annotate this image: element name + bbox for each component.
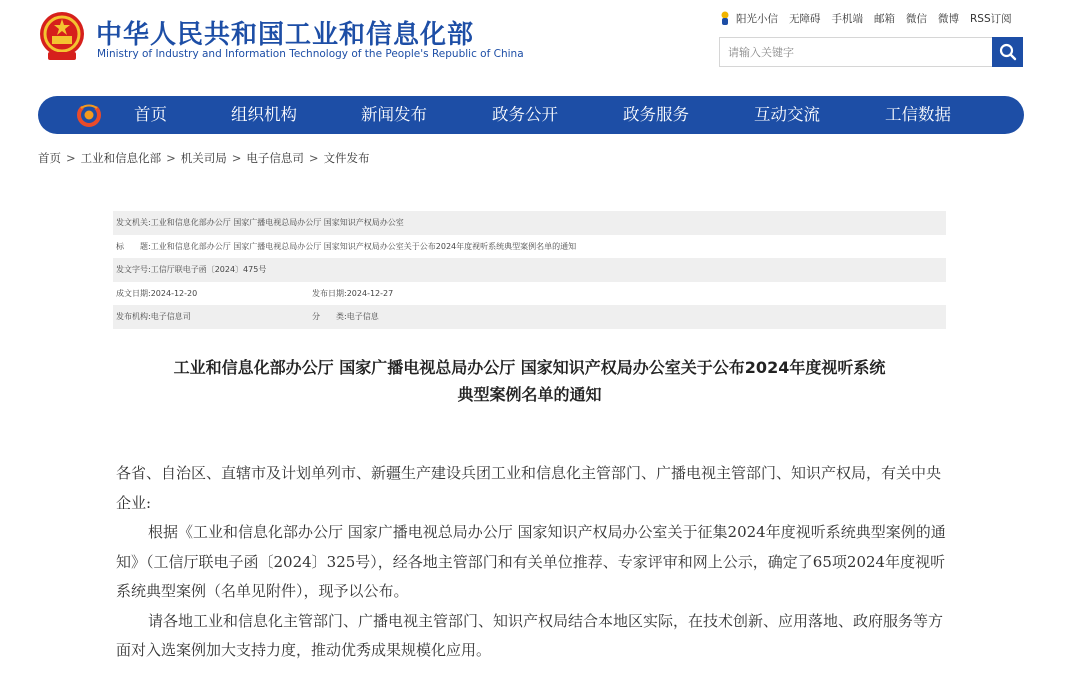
- top-link-sunshine[interactable]: 阳光小信: [736, 12, 778, 25]
- info-value: 工信厅联电子函〔2024〕475号: [150, 265, 267, 275]
- info-label: 发文机关:: [116, 218, 151, 228]
- info-value: 工业和信息化部办公厅 国家广播电视总局办公厅 国家知识产权局办公室: [150, 218, 404, 228]
- top-link-mobile[interactable]: 手机端: [831, 12, 863, 25]
- breadcrumb-separator: >: [66, 151, 76, 165]
- nav-item-home[interactable]: 首页: [134, 105, 167, 124]
- site-header: [0, 0, 1080, 90]
- site-name-en[interactable]: Ministry of Industry and Information Technology of the People's Republic of China: [97, 48, 524, 60]
- breadcrumb-home[interactable]: 首页: [38, 151, 61, 165]
- body-paragraph: 根据《工业和信息化部办公厅 国家广播电视总局办公厅 国家知识产权局办公室关于征集2024年度视听系统典型案例的通知》（工信厅联电子函〔2024〕325号），经各地主管部门和有关单位推荐、专家评审和网上公示，确定了65项2024年度视听系统典型案例（名单见附件），现予以公布。: [116, 523, 946, 600]
- body-paragraph: 各省、自治区、直辖市及计划单列市、新疆生产建设兵团工业和信息化主管部门、广播电视主管部门、知识产权局，有关中央企业:: [116, 464, 942, 512]
- document-title-line: 典型案例名单的通知: [457, 385, 602, 404]
- info-label: 标 题:: [116, 241, 151, 251]
- info-label: 成文日期:: [116, 288, 151, 298]
- info-value: 电子信息: [346, 312, 379, 322]
- info-label: 发文字号:: [116, 265, 151, 275]
- breadcrumb-ministry[interactable]: 工业和信息化部: [80, 151, 162, 165]
- nav-item-interaction[interactable]: 互动交流: [754, 105, 820, 124]
- main-nav: [38, 96, 1024, 134]
- document-info-table: [113, 211, 946, 329]
- top-link-wechat[interactable]: 微信: [906, 12, 927, 25]
- info-published: [312, 288, 393, 299]
- search-icon: [999, 43, 1017, 61]
- info-row-title: [113, 235, 946, 259]
- top-link-weibo[interactable]: 微博: [938, 12, 959, 25]
- breadcrumb-separator: >: [231, 151, 242, 165]
- body-paragraph: 请各地工业和信息化主管部门、广播电视主管部门、知识产权局结合本地区实际，在技术创新、应用落地、政府服务等方面对入选案例加大支持力度，推动优秀成果规模化应用。: [116, 611, 944, 659]
- search-box: [719, 37, 1023, 67]
- info-row-dates: [113, 282, 946, 306]
- info-label: 发布日期:: [312, 288, 347, 298]
- nav-item-data[interactable]: 工信数据: [885, 105, 951, 124]
- info-row-doc-number: [113, 258, 946, 282]
- top-link-rss[interactable]: RSS订阅: [970, 12, 1012, 25]
- breadcrumb-electronics-dept[interactable]: 电子信息司: [246, 151, 304, 165]
- breadcrumb-separator: >: [308, 151, 319, 165]
- nav-item-organization[interactable]: 组织机构: [231, 105, 297, 124]
- info-value: 2024-12-20: [150, 288, 198, 298]
- search-button[interactable]: [992, 37, 1023, 67]
- info-value: 2024-12-27: [346, 288, 394, 298]
- nav-item-news[interactable]: 新闻发布: [361, 105, 427, 124]
- breadcrumb-file-release[interactable]: 文件发布: [323, 151, 370, 165]
- info-label: 发布机构:: [116, 312, 151, 322]
- document-title: [113, 354, 946, 408]
- info-row-issuer: [113, 211, 946, 235]
- info-row-org: [113, 305, 946, 329]
- nav-item-government-affairs[interactable]: 政务公开: [492, 105, 558, 124]
- breadcrumb-departments[interactable]: 机关司局: [180, 151, 227, 165]
- search-input[interactable]: [720, 38, 992, 66]
- breadcrumb-separator: >: [166, 151, 176, 165]
- info-category: [312, 311, 379, 322]
- miit-logo-icon[interactable]: [76, 103, 102, 127]
- top-link-accessibility[interactable]: 无障碍: [789, 12, 821, 25]
- top-link-mail[interactable]: 邮箱: [874, 12, 895, 25]
- top-links: [720, 10, 1023, 26]
- sunshine-icon: [720, 11, 730, 25]
- info-value: 电子信息司: [150, 312, 191, 322]
- info-label: 分 类:: [312, 312, 347, 322]
- info-value: 工业和信息化部办公厅 国家广播电视总局办公厅 国家知识产权局办公室关于公布2024年度视听系统典型案例名单的通知: [150, 241, 577, 251]
- document-title-line: 工业和信息化部办公厅 国家广播电视总局办公厅 国家知识产权局办公室关于公布2024年度视听系统: [173, 358, 886, 377]
- document-body: [116, 459, 948, 666]
- national-emblem-icon[interactable]: [38, 10, 86, 62]
- breadcrumb: [38, 150, 370, 166]
- site-name-cn[interactable]: 中华人民共和国工业和信息化部: [96, 20, 475, 50]
- nav-item-government-services[interactable]: 政务服务: [623, 105, 689, 124]
